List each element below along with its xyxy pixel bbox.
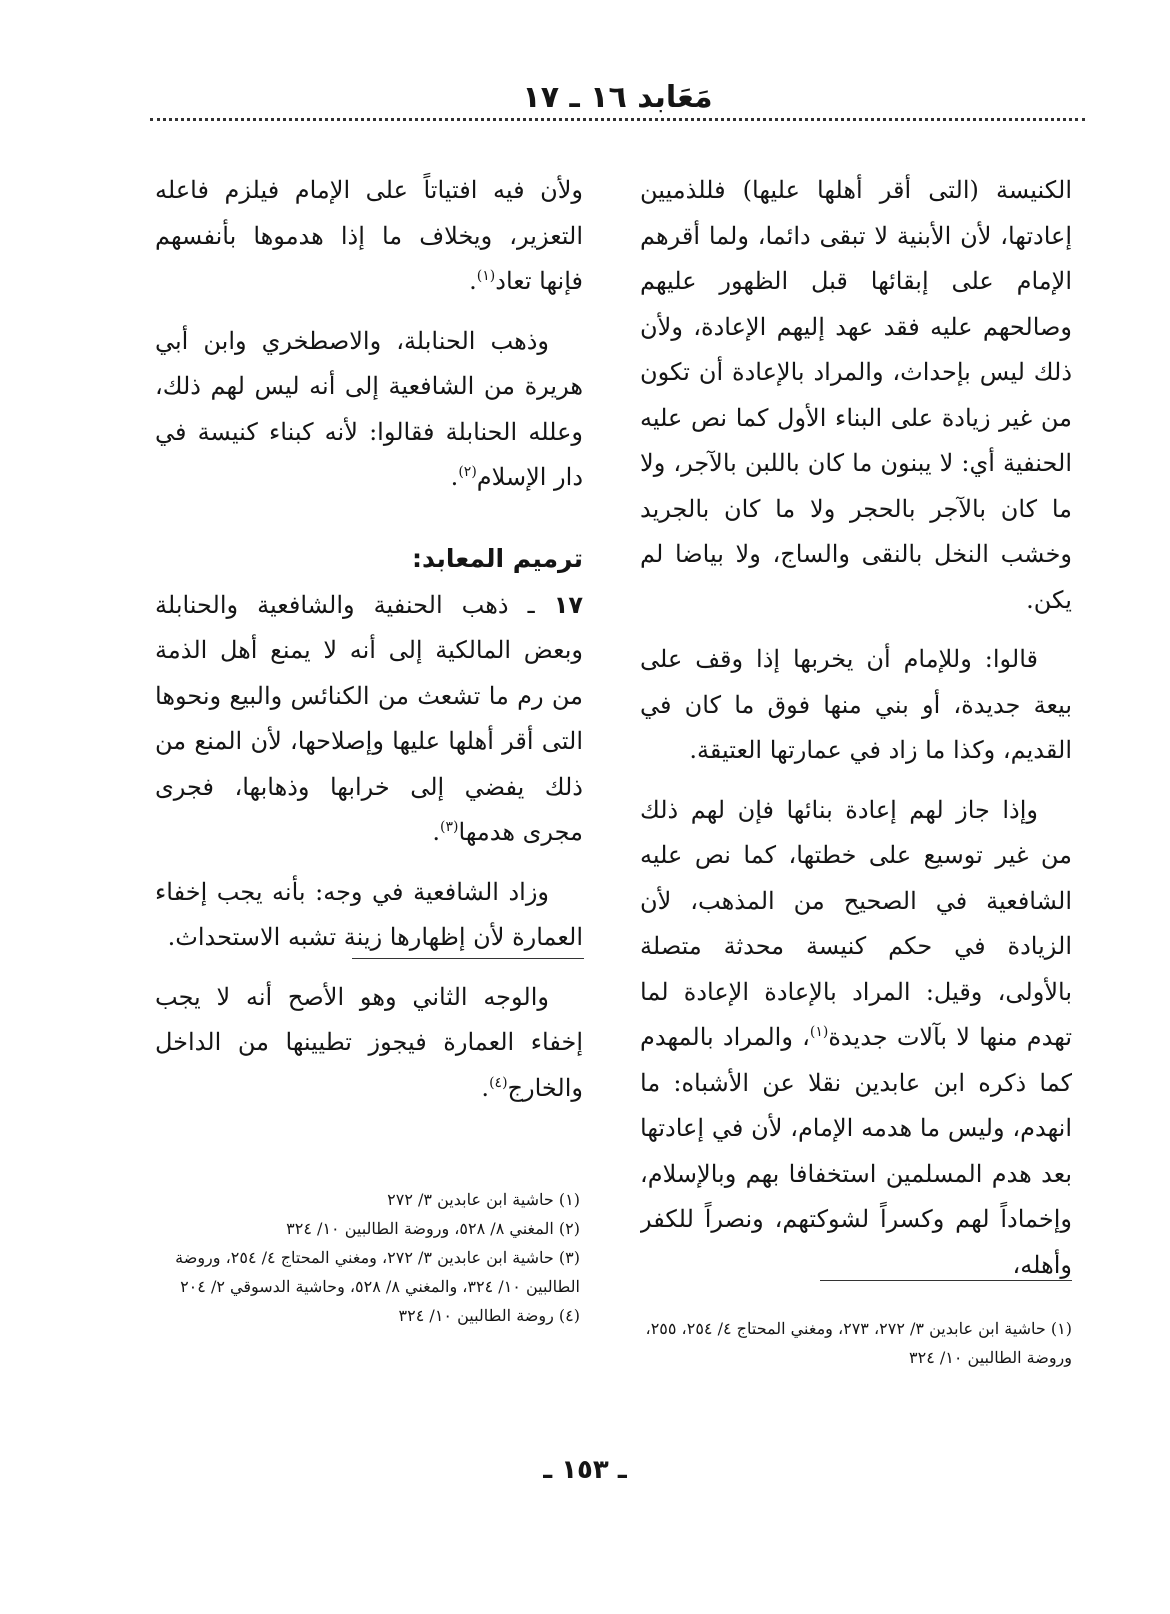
paragraph: قالوا: وللإمام أن يخربها إذا وقف على بيعة جديدة، أو بني منها فوق ما كان في القديم، وكذا ما زاد في عمارتها العتيقة. [640,645,1072,764]
paragraph [640,788,1072,1289]
paragraph-text: . [432,818,441,846]
left-column [155,168,583,1298]
footnote-ref: (٤) [489,1074,508,1091]
right-column [640,168,1072,1298]
footnote-separator [820,1280,1072,1281]
paragraph [155,319,583,501]
paragraph-text: ، والمراد بالمهدم كما ذكره ابن عابدين نقلا عن الأشباه: ما انهدم، وليس ما هدمه الإمام، لأن في إعادتها بعد هدم المسلمين استخفافا بهم وبالإسلام، وإخماداً لهم وكسراً لشوكتهم، ونصراً للكفر وأهله، [640,1023,1072,1279]
paragraph-text: والوجه الثاني وهو الأصح أنه لا يجب إخفاء العمارة فيجوز تطيينها من الداخل والخارج [155,982,583,1102]
header-dotted-rule [150,118,1085,121]
paragraph-text: وذهب الحنابلة، والاصطخري وابن أبي هريرة من الشافعية إلى أنه ليس لهم ذلك، وعلله الحنابلة فقالوا: لأنه كبناء كنيسة في دار الإسلام [155,326,583,491]
paragraph [155,168,583,305]
footnote: (١) حاشية ابن عابدين ٣/ ٢٧٢ [387,1190,580,1209]
section-heading: ترميم المعابد: [412,543,583,573]
paragraph [155,975,583,1112]
footnote: (٤) روضة الطالبين ١٠/ ٣٢٤ [398,1306,580,1325]
footnote-ref: (١) [476,268,496,284]
footnotes-left [150,1185,580,1330]
footnote-ref: (٣) [440,819,459,835]
paragraph-text: . [450,463,459,491]
paragraph: وزاد الشافعية في وجه: بأنه يجب إخفاء العمارة لأن إظهارها زينة تشبه الاستحداث. [155,877,583,951]
running-header: مَعَابد ١٦ ـ ١٧ [522,80,713,115]
page-number: ـ ١٥٣ ـ [543,1455,627,1485]
footnote: (١) حاشية ابن عابدين ٣/ ٢٧٢، ٢٧٣، ومغني المحتاج ٤/ ٢٥٤، ٢٥٥، وروضة الطالبين ١٠/ ٣٢٤ [645,1319,1072,1367]
footnote-ref: (٢) [458,464,477,480]
paragraph-text: ـ ذهب الحنفية والشافعية والحنابلة وبعض المالكية إلى أنه لا يمنع أهل الذمة من رم ما تشعث من الكنائس والبيع ونحوها التى أقر أهلها عليها وإصلاحها، لأن المنع من ذلك يفضي إلى خرابها وذهابها، فجرى مجرى هدمها [155,590,583,846]
paragraph-number: ١٧ [553,590,583,619]
footnote: (٣) حاشية ابن عابدين ٣/ ٢٧٢، ومغني المحتاج ٤/ ٢٥٤، وروضة الطالبين ١٠/ ٣٢٤، والمغني ٨/ ٥٢٨، وحاشية الدسوقي ٢/ ٢٠٤ [175,1248,580,1296]
paragraph: الكنيسة (التى أقر أهلها عليها) فللذميين إعادتها، لأن الأبنية لا تبقى دائما، ولما أقرهم الإمام على إبقائها قبل الظهور عليهم وصالحهم عليه فقد عهد إليهم الإعادة، ولأن ذلك ليس بإحداث، والمراد بالإعادة أن تكون من غير زيادة على البناء الأول كما نص عليه الحنفية أي: لا يبنون ما كان باللبن بالآجر، ولا ما كان بالآجر بالحجر ولا ما كان بالجريد وخشب النخل بالنقى والساج، ولا بياضا لم يكن. [640,176,1072,614]
footnote-ref: (١) [809,1024,829,1040]
paragraph [155,583,583,856]
paragraph-text: وإذا جاز لهم إعادة بنائها فإن لهم ذلك من غير توسيع على خطتها، كما نص عليه الشافعية في الصحيح من المذهب، لأن الزيادة في حكم كنيسة محدثة متصلة بالأولى، وقيل: المراد بالإعادة الإعادة لما تهدم منها لا بآلات جديدة [640,795,1072,1051]
footnotes-right [640,1314,1072,1372]
paragraph-text: ولأن فيه افتياتاً على الإمام فيلزم فاعله التعزير، ويخلاف ما إذا هدموها بأنفسهم فإنها تعاد [155,176,583,295]
footnote-separator [352,958,584,959]
footnote: (٢) المغني ٨/ ٥٢٨، وروضة الطالبين ١٠/ ٣٢٤ [286,1219,580,1238]
paragraph-text: . [481,1073,490,1102]
paragraph-text: . [469,267,477,295]
